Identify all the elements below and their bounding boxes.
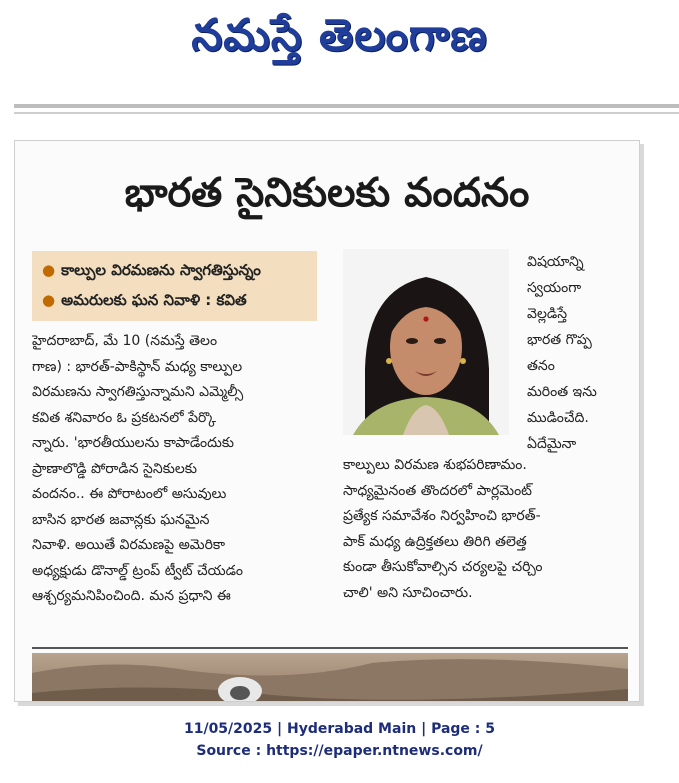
- article-body-right: కాల్పులు విరమణ శుభపరిణామం. సాధ్యమైనంత తొందరలో పార్లమెంట్ ప్రత్యేక సమావేశం నిర్వహించి భారత్- పాక్ మధ్య ఉద్రిక్తతలు తిరిగి తలెత్త కుండా తీసుకోవాల్సిన చర్యలపై చర్చిం చాలి' అని సూచించారు.: [343, 457, 543, 601]
- portrait-photo: [343, 249, 509, 435]
- masthead-rule-thin: [14, 112, 679, 114]
- highlight-item: ● అమరులకు ఘన నివాళి : కవిత: [42, 291, 247, 309]
- right-narrow-column: విషయాన్ని స్వయంగా వెల్లడిస్తే భారత గొప్ప తనం మరింత ఇను ముడించేది. ఏదేమైనా: [527, 254, 597, 452]
- next-article-photo-strip: [32, 653, 628, 702]
- article-clipping: [14, 140, 640, 702]
- bullet-icon: ●: [42, 291, 56, 309]
- article-divider: [32, 647, 628, 649]
- masthead: [0, 0, 679, 78]
- newspaper-logo-title: నమస్తే తెలంగాణ: [191, 10, 488, 61]
- masthead-rule-thick: [14, 104, 679, 108]
- highlights-box: [32, 251, 317, 321]
- highlight-item: ● కాల్పుల విరమణను స్వాగతిస్తున్నం: [42, 261, 261, 279]
- article-headline: భారత సైనికులకు వందనం: [124, 170, 530, 216]
- edition-info: 11/05/2025 | Hyderabad Main | Page : 5: [183, 721, 496, 737]
- article-body-left: హైదరాబాద్, మే 10 (నమస్తే తెలం గాణ) : భారత్-పాకిస్థాన్ మధ్య కాల్పుల విరమణను స్వాగతిస్తున్నామని ఎమ్మెల్సీ కవిత శనివారం ఓ ప్రకటనలో పేర్కొ న్నారు. 'భారతీయులను కాపాడేందుకు ప్రాణాలొడ్డి పోరాడిన సైనికులకు వందనం.. ఈ పోరాటంలో అసువులు బాసిన భారత జవాన్లకు ఘనమైన నివాళి. అయితే విరమణపై అమెరికా అధ్యక్షుడు డొనాల్డ్ ట్రంప్ ట్వీట్ చేయడం ఆశ్చర్యమనిపించింది. మన ప్రధాని ఈ: [32, 333, 244, 604]
- page-footer: [0, 718, 679, 762]
- source-link[interactable]: Source : https://epaper.ntnews.com/: [196, 743, 483, 759]
- bullet-icon: ●: [42, 261, 56, 279]
